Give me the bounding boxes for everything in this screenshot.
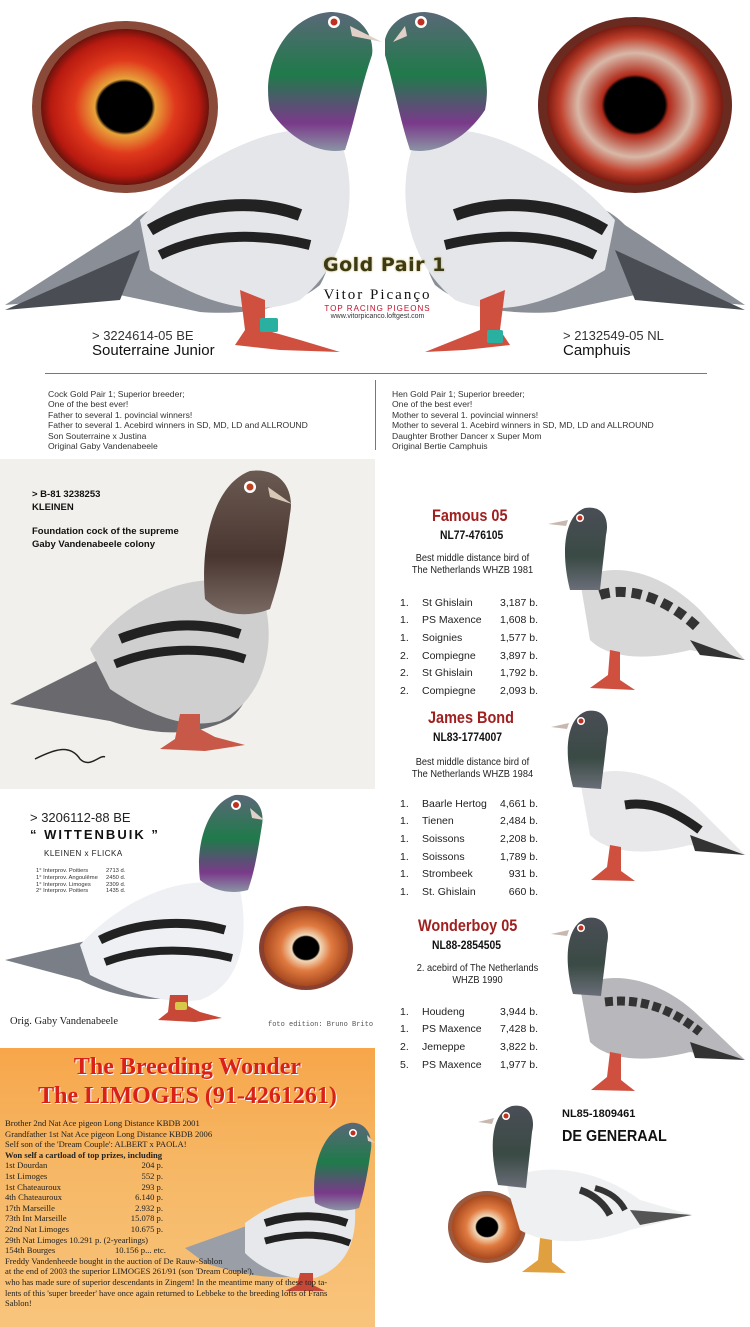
result-value: 2309 d.: [106, 881, 126, 888]
photo-credit: foto edition: Bruno Brito: [268, 1021, 374, 1029]
prize-value: 15.078 p.: [130, 1213, 163, 1224]
brand-url: www.vitorpicanco.loftgest.com: [330, 313, 425, 320]
result-row: [400, 1056, 538, 1074]
result-row: [400, 664, 538, 682]
header-divider: [45, 373, 707, 374]
pigeon-wonderboy-icon: [545, 912, 750, 1097]
result-pos: 1.: [400, 797, 409, 810]
prize-race: 73th Int Marseille: [5, 1213, 67, 1224]
result-city: PS Maxence: [422, 614, 482, 627]
result-city: Strombeek: [422, 868, 473, 881]
famous-title: Famous 05: [432, 506, 508, 525]
prize-row-extra: 29th Nat Limoges 10.291 p. (2-yearlings): [5, 1234, 148, 1245]
result-row: [400, 883, 538, 901]
result-pos: 2.: [400, 1040, 409, 1053]
wonderboy-results: [400, 1003, 538, 1073]
prize-value: 293 p.: [141, 1181, 163, 1192]
hen-ring-number: > 2132549-05 NL: [563, 328, 664, 343]
limoges-won-heading: Won self a cartload of top prizes, including: [5, 1149, 163, 1160]
brand-tagline: TOP RACING PIGEONS: [324, 304, 431, 313]
desc-divider: [375, 380, 376, 450]
hen-name: Camphuis: [563, 342, 631, 359]
limoges-title1: The Breeding Wonder: [73, 1054, 302, 1080]
result-value: 660 b.: [508, 885, 538, 898]
pigeon-generaal-icon: [470, 1100, 695, 1285]
prize-value: 204 p.: [141, 1160, 163, 1171]
result-value: 2,208 b.: [500, 832, 538, 845]
pigeon-wittenbuik-icon: [0, 790, 270, 1030]
wittenbuik-name: “ WITTENBUIK ”: [30, 827, 160, 842]
wonderboy-title: Wonderboy 05: [418, 916, 518, 935]
hen-desc-line: Daughter Brother Dancer x Super Mom: [392, 430, 542, 441]
result-row: [400, 848, 538, 866]
result-value: 2,484 b.: [500, 815, 538, 828]
limoges-panel: [0, 1048, 375, 1327]
prize-row: [5, 1224, 375, 1235]
result-label: 1° Interprov. Limoges: [36, 881, 91, 888]
result-pos: 1.: [400, 1023, 409, 1036]
prize-value: 10.156 p... etc.: [115, 1245, 166, 1256]
prize-race: 1st Limoges: [5, 1170, 48, 1181]
famous-results: [400, 594, 538, 700]
cock-ring-number: > 3224614-05 BE: [92, 328, 194, 343]
kleinen-line2: Gaby Vandenabeele colony: [32, 539, 156, 550]
famous-desc: [395, 552, 550, 576]
cock-desc-line: Son Souterraine x Justina: [48, 430, 147, 441]
result-row: [400, 1021, 538, 1039]
result-pos: 1.: [400, 868, 409, 881]
prize-row: [5, 1182, 375, 1193]
bond-desc-line2: The Netherlands WHZB 1984: [411, 768, 534, 780]
prize-value: 552 p.: [141, 1170, 163, 1181]
generaal-ring: NL85-1809461: [562, 1108, 636, 1120]
result-pos: 1.: [400, 1005, 409, 1018]
limoges-story-line: lents of this 'super breeder' have once again returned to Lebbeke to the breeding lofts of Frans: [5, 1287, 328, 1298]
result-city: St Ghislain: [422, 667, 473, 680]
kleinen-panel: [0, 459, 375, 789]
result-pos: 2.: [400, 667, 409, 680]
wittenbuik-ring: > 3206112-88 BE: [30, 810, 131, 825]
prize-value: 10.675 p.: [130, 1223, 163, 1234]
pigeon-bond-icon: [545, 705, 750, 890]
result-city: St. Ghislain: [422, 885, 476, 898]
result-pos: 5.: [400, 1058, 409, 1071]
pigeon-famous-icon: [540, 500, 750, 700]
result-pos: 1.: [400, 885, 409, 898]
result-value: 2713 d.: [106, 868, 126, 874]
cock-description: [48, 389, 308, 451]
prize-race: 22nd Nat Limoges: [5, 1223, 69, 1234]
limoges-title2: The LIMOGES (91-4261261): [38, 1083, 337, 1109]
result-pos: 1.: [400, 631, 409, 644]
bond-desc-line1: Best middle distance bird of: [415, 756, 530, 768]
wittenbuik-parents: KLEINEN x FLICKA: [44, 849, 123, 858]
result-city: Soissons: [422, 850, 465, 863]
prize-row: [5, 1192, 375, 1203]
result-row: [400, 594, 538, 612]
result-value: 931 b.: [508, 868, 538, 881]
hen-desc-line: Mother to several 1. povincial winners!: [392, 409, 539, 420]
result-pos: 1.: [400, 850, 409, 863]
result-city: Baarle Hertog: [422, 797, 487, 810]
result-row: [400, 682, 538, 700]
wonderboy-desc-line1: 2. acebird of The Netherlands: [416, 962, 539, 974]
result-pos: 1.: [400, 614, 409, 627]
prize-value: 2.932 p.: [135, 1202, 163, 1213]
result-pos: 2.: [400, 684, 409, 697]
brand-logo: [290, 287, 465, 320]
result-city: Soignies: [422, 631, 463, 644]
result-label: 2° Interprov. Poitiers: [36, 888, 89, 895]
prize-race: 17th Marseille: [5, 1202, 55, 1213]
famous-desc-line1: Best middle distance bird of: [415, 552, 530, 564]
limoges-intro-line: Self son of the 'Dream Couple': ALBERT x PAOLA!: [5, 1139, 187, 1150]
hen-desc-line: Hen Gold Pair 1; Superior breeder;: [392, 389, 525, 399]
result-row: [400, 795, 538, 813]
kleinen-line1: Foundation cock of the supreme: [32, 526, 179, 537]
result-value: 2450 d.: [106, 874, 126, 881]
limoges-story-line: Freddy Vandenheede bought in the auction of De Rauw-Sablon: [5, 1255, 223, 1266]
limoges-body: [5, 1118, 375, 1309]
result-value: 7,428 b.: [500, 1023, 538, 1036]
hen-description: [392, 389, 654, 451]
result-city: PS Maxence: [422, 1058, 482, 1071]
cock-desc-line: One of the best ever!: [48, 399, 129, 410]
eye-wittenbuik-icon: [258, 905, 354, 991]
prize-row: [5, 1213, 375, 1224]
bond-results: [400, 795, 538, 901]
result-value: 3,944 b.: [500, 1005, 538, 1018]
wittenbuik-credit: Orig. Gaby Vandenabeele: [10, 1016, 118, 1027]
bond-ring: NL83-1774007: [433, 732, 503, 744]
prize-row: [5, 1203, 375, 1214]
cock-desc-line: Father to several 1. Acebird winners in SD, MD, LD and ALLROUND: [48, 420, 308, 431]
hen-desc-line: Mother to several 1. Acebird winners in SD, MD, LD and ALLROUND: [392, 420, 654, 431]
result-city: Houdeng: [422, 1005, 465, 1018]
result-city: PS Maxence: [422, 1023, 482, 1036]
result-label: 1° Interprov. Angoulême: [36, 874, 98, 881]
result-row: [400, 813, 538, 831]
famous-ring: NL77-476105: [440, 530, 504, 542]
result-pos: 1.: [400, 596, 409, 609]
wonderboy-desc-line2: WHZB 1990: [452, 974, 503, 986]
gold-pair-title: Gold Pair 1: [323, 254, 446, 276]
result-value: 4,661 b.: [500, 797, 538, 810]
prize-race: 1st Dourdan: [5, 1160, 48, 1171]
cock-desc-line: Cock Gold Pair 1; Superior breeder;: [48, 389, 185, 399]
limoges-story-line: at the end of 2003 the superior LIMOGES 261/91 (son 'Dream Couple'),: [5, 1266, 254, 1277]
result-city: Compiegne: [422, 649, 476, 662]
result-row: [400, 865, 538, 883]
prize-row: [5, 1245, 375, 1256]
result-value: 3,187 b.: [500, 596, 538, 609]
result-row: [400, 1038, 538, 1056]
famous-desc-line2: The Netherlands WHZB 1981: [411, 564, 534, 576]
result-row: [400, 830, 538, 848]
result-pos: 1.: [400, 815, 409, 828]
wonderboy-ring: NL88-2854505: [432, 940, 502, 952]
prize-row: [5, 1171, 375, 1182]
result-value: 3,822 b.: [500, 1040, 538, 1053]
kleinen-ring: > B-81 3238253: [32, 489, 101, 500]
result-value: 1,577 b.: [500, 631, 538, 644]
result-value: 1435 d.: [106, 888, 126, 895]
hen-desc-line: Original Bertie Camphuis: [392, 441, 488, 452]
result-row: [400, 1003, 538, 1021]
result-value: 1,977 b.: [500, 1058, 538, 1071]
result-value: 1,792 b.: [500, 667, 538, 680]
cock-name: Souterraine Junior: [92, 342, 215, 359]
result-row: [400, 629, 538, 647]
prize-race: 154th Bourges: [5, 1245, 56, 1256]
prize-race: 4th Chateauroux: [5, 1192, 63, 1203]
result-city: Tienen: [422, 815, 454, 828]
result-value: 1,608 b.: [500, 614, 538, 627]
limoges-story-line: who has made sure of superior descendants in Zingem! In the meantime many of these top ta-: [5, 1276, 328, 1287]
bond-desc: [395, 756, 550, 780]
result-row: [400, 647, 538, 665]
wonderboy-desc: [395, 962, 560, 986]
result-value: 2,093 b.: [500, 684, 538, 697]
result-label: 1° Interprov. Poitiers: [36, 868, 89, 874]
result-city: Soissons: [422, 832, 465, 845]
result-city: Compiegne: [422, 684, 476, 697]
limoges-intro-line: Brother 2nd Nat Ace pigeon Long Distance KBDB 2001: [5, 1118, 200, 1128]
bond-title: James Bond: [428, 708, 514, 727]
limoges-story-line: Sablon!: [5, 1298, 32, 1309]
limoges-intro-line: Grandfather 1st Nat Ace pigeon Long Distance KBDB 2006: [5, 1128, 213, 1139]
result-pos: 2.: [400, 649, 409, 662]
brand-name: Vitor Picanço: [323, 287, 432, 303]
cock-desc-line: Father to several 1. povincial winners!: [48, 409, 193, 420]
prize-race: 1st Chateauroux: [5, 1181, 62, 1192]
result-value: 1,789 b.: [500, 850, 538, 863]
result-pos: 1.: [400, 832, 409, 845]
result-city: Jemeppe: [422, 1040, 466, 1053]
result-row: [400, 612, 538, 630]
result-value: 3,897 b.: [500, 649, 538, 662]
prize-row: [5, 1160, 375, 1171]
kleinen-name: KLEINEN: [32, 502, 74, 513]
cock-desc-line: Original Gaby Vandenabeele: [48, 441, 158, 452]
generaal-name: DE GENERAAL: [562, 1128, 667, 1145]
result-city: St Ghislain: [422, 596, 473, 609]
hen-desc-line: One of the best ever!: [392, 399, 473, 410]
prize-value: 6.140 p.: [135, 1192, 163, 1203]
